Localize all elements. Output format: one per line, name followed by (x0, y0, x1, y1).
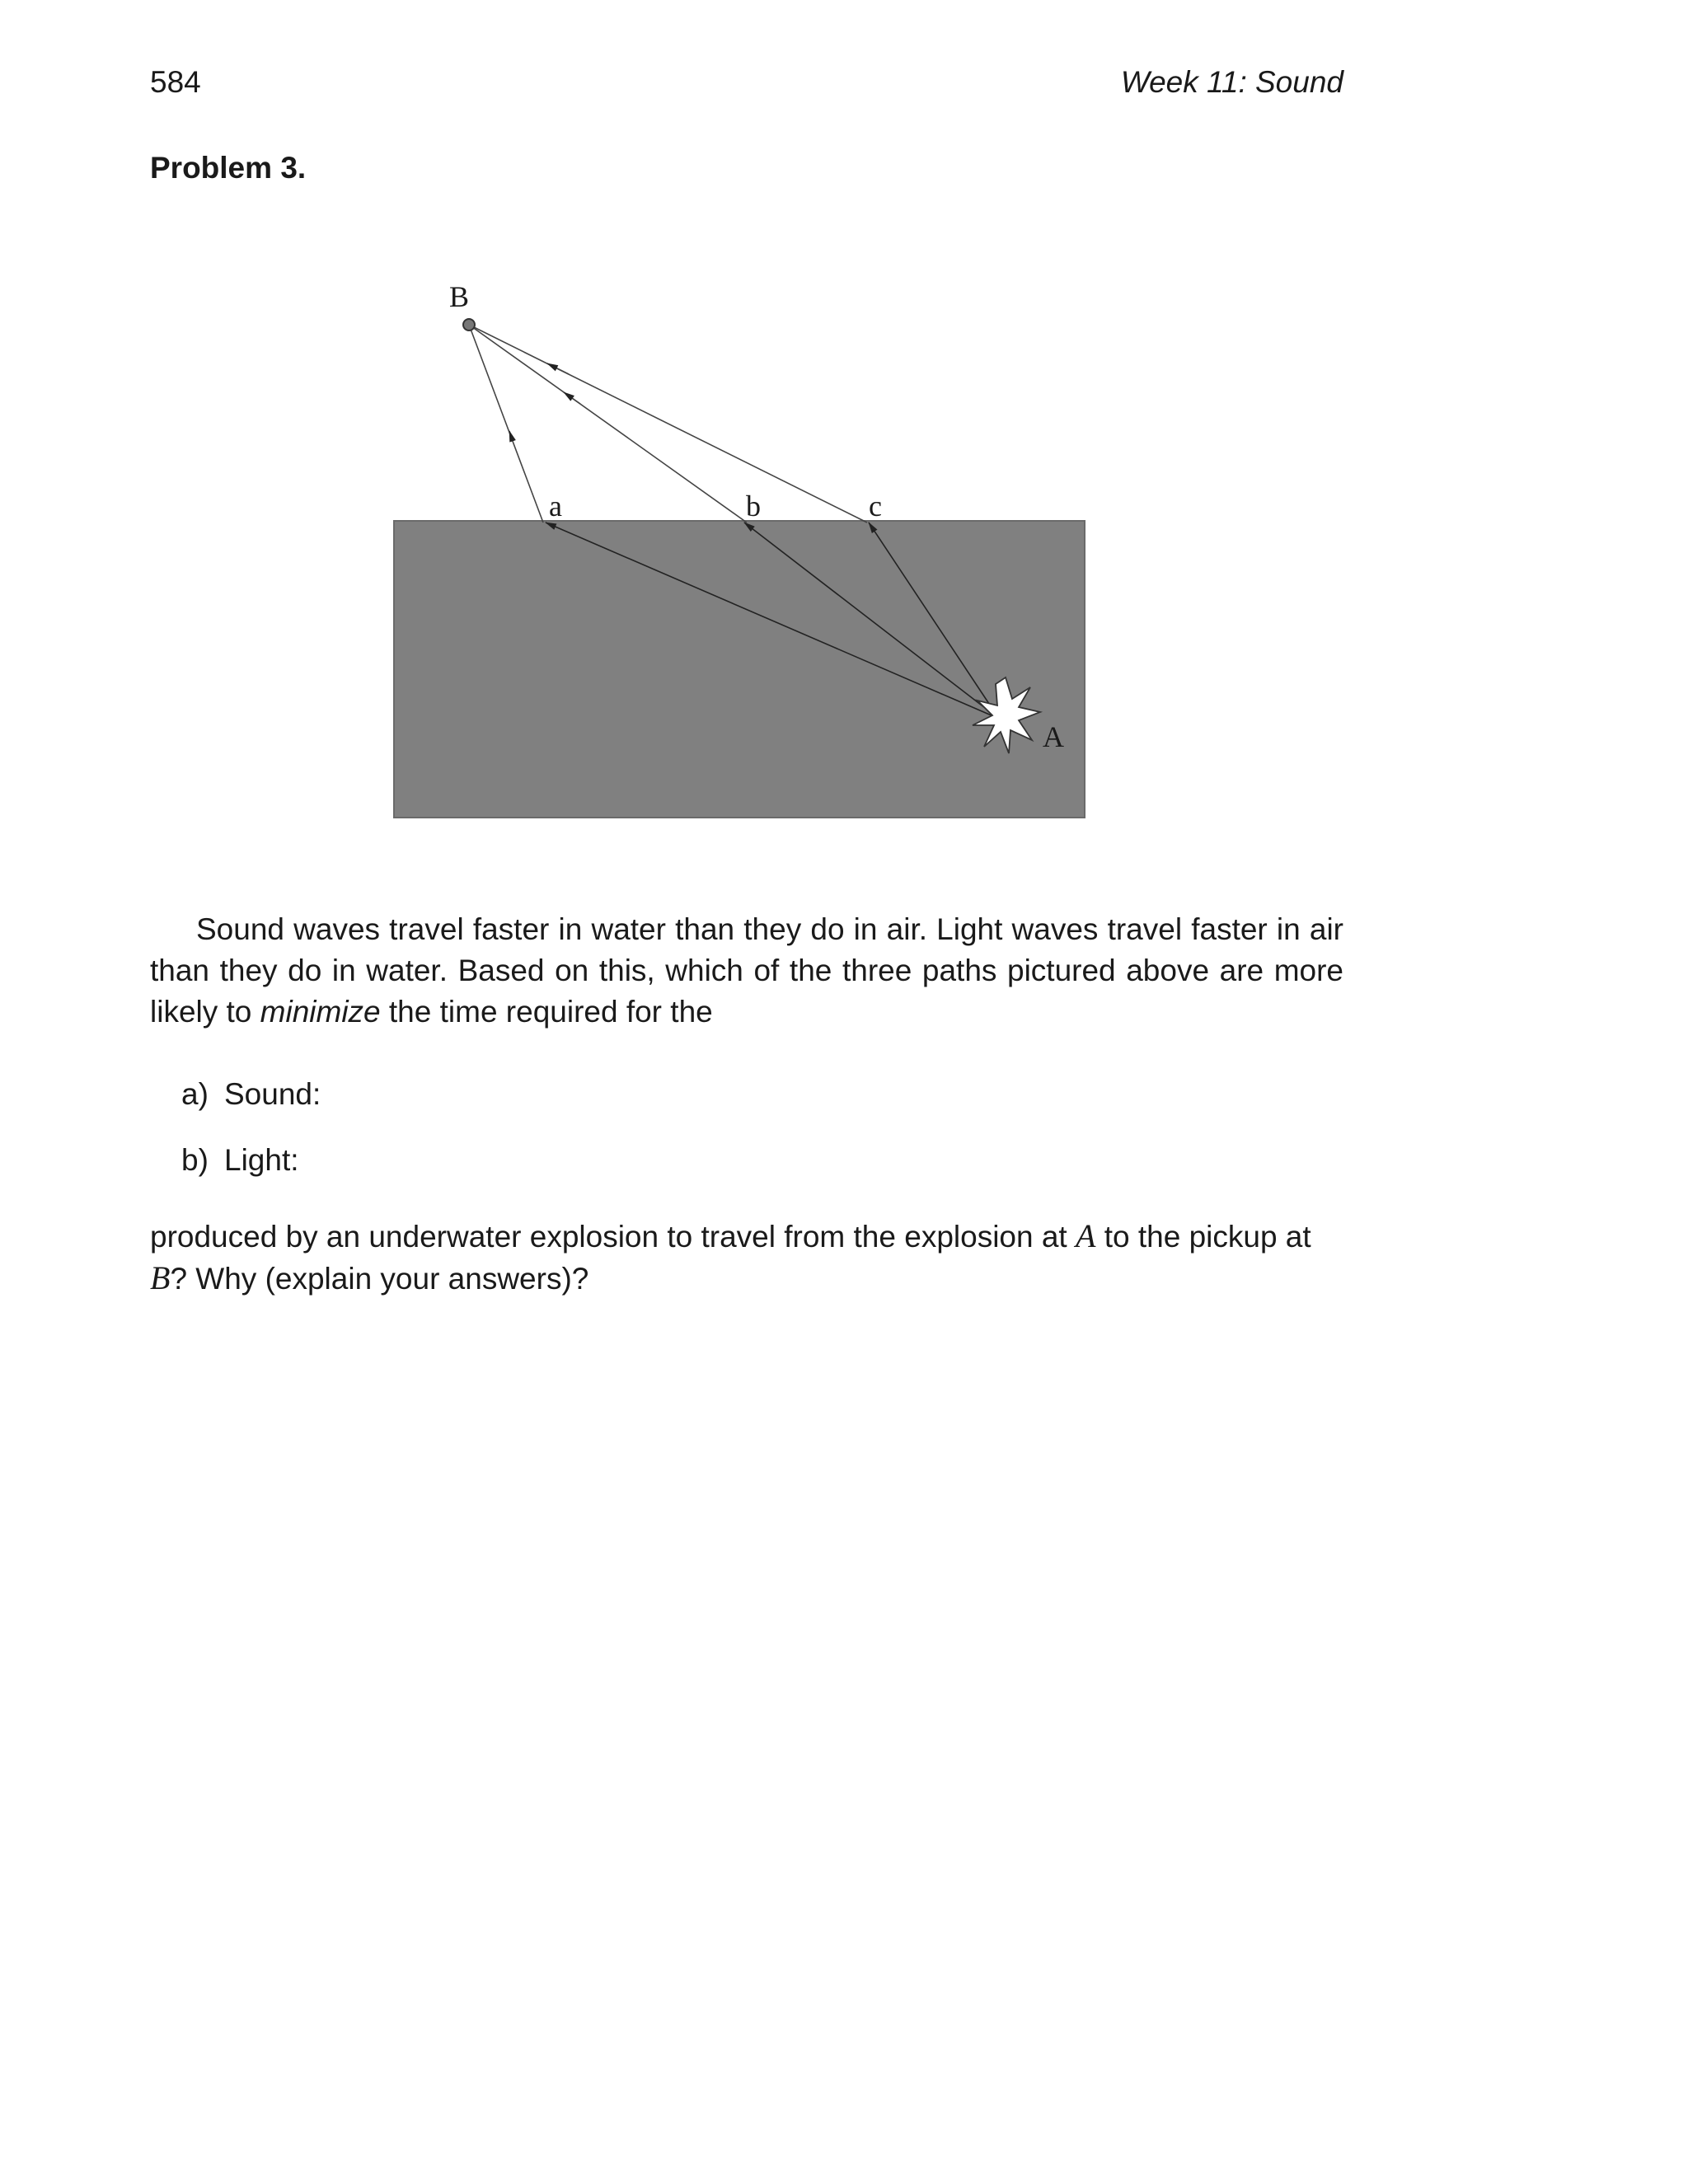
item-marker: a) (181, 1077, 209, 1111)
conclusion-text: produced by an underwater explosion to travel from the explosion at (150, 1220, 1076, 1254)
label-b-pickup: B (449, 280, 470, 313)
statement-text-end: the time required for the (380, 995, 713, 1029)
label-path-a: a (549, 490, 562, 523)
path-a-air (469, 325, 543, 523)
item-marker: b) (181, 1143, 209, 1177)
problem-statement (150, 909, 1343, 1033)
label-a-source: A (1043, 720, 1064, 753)
pickup-point-b (463, 319, 475, 330)
question-item-light (181, 1140, 299, 1181)
problem-title: Problem 3. (150, 151, 307, 185)
emphasis-minimize: minimize (260, 995, 381, 1029)
running-head: Week 11: Sound (1120, 65, 1343, 99)
statement-text: Sound waves travel faster in water than they do in air. Light waves travel faster in air than they do in water. Based on this, which of the three paths pictured above are more likely to (150, 912, 1343, 1029)
item-text: Light: (224, 1143, 299, 1177)
path-c-air (469, 325, 867, 523)
refraction-diagram (0, 0, 1688, 874)
variable-a: A (1076, 1217, 1096, 1254)
variable-b: B (150, 1259, 171, 1296)
conclusion-text-end: ? Why (explain your answers)? (170, 1262, 589, 1296)
label-path-b: b (746, 490, 761, 523)
problem-conclusion (150, 1216, 1343, 1300)
path-b-air (469, 325, 747, 523)
water-region (394, 521, 1085, 818)
conclusion-text-mid: to the pickup at (1095, 1220, 1311, 1254)
label-path-c: c (869, 490, 882, 523)
question-item-sound (181, 1074, 321, 1115)
item-text: Sound: (224, 1077, 321, 1111)
page-number: 584 (150, 65, 201, 99)
